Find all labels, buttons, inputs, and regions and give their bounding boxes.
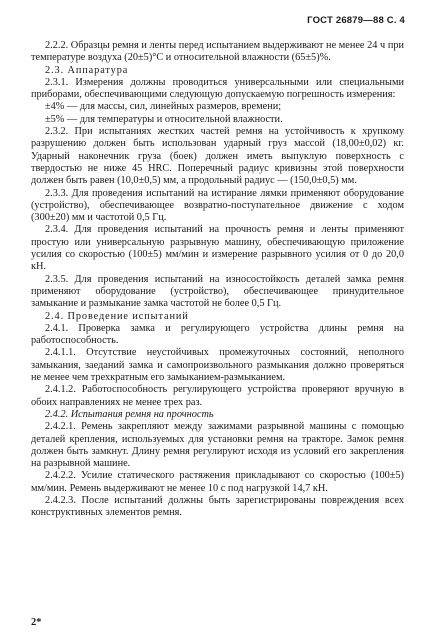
paragraph-2-4-1: 2.4.1. Проверка замка и регулирующего устройства длины ремня на работоспособность. (31, 322, 404, 347)
paragraph-2-4: 2.4. Проведение испытаний (45, 310, 189, 322)
paragraph-2-3-4: 2.3.4. Для проведения испытаний на прочность ремня и ленты применяют простую или универсальную разрывную машину, обеспечивающую приложение усилия со скоростью (100±5) мм/мин и измерение разрывного усилия от 0 до 20,0 кН. (31, 224, 404, 273)
paragraph-2-2-2: 2.2.2. Образцы ремня и ленты перед испытанием выдерживают не менее 24 ч при температуре воздуха (20±5)°С и относительной влажности (65±5)%. (31, 40, 404, 64)
paragraph-2-3-5: 2.3.5. Для проведения испытаний на износостойкость деталей замка ремня применяют оборудование (устройство), обеспечивающее принудительное замыкание и размыкание замка частотой не более 0,5 Гц. (31, 273, 404, 310)
paragraph-2-3-3: 2.3.3. Для проведения испытаний на истирание лямки применяют оборудование (устройство), обеспечивающее возвратно-поступательное движение с ходом (300±20) мм и частотой 0,5 Гц. (31, 187, 404, 224)
page-header: ГОСТ 26879—88 С. 4 (307, 15, 405, 26)
paragraph-tol-2: ±5% — для температуры и относительной влажности. (45, 113, 283, 125)
paragraph-tol-1: ±4% — для массы, сил, линейных размеров, времени; (45, 101, 282, 113)
document-body (31, 40, 404, 520)
paragraph-2-3: 2.3. Аппаратура (45, 64, 129, 76)
paragraph-2-4-2-2: 2.4.2.2. Усилие статического растяжения прикладывают со скоростью (100±5) мм/мин. Ремень выдерживают не менее 10 с под нагрузкой 14,7 кН. (31, 470, 404, 494)
paragraph-2-4-2: 2.4.2. Испытания ремня на прочность (45, 408, 214, 420)
paragraph-2-4-2-1: 2.4.2.1. Ремень закрепляют между зажимами разрывной машины с помощью деталей крепления, используемых для установки ремня на тракторе. Замок ремня должен быть замкнут. Длину ремня регулируют исходя из условий его закрепления на разрывной машине. (31, 421, 404, 470)
paragraph-2-4-2-3: 2.4.2.3. После испытаний должны быть зарегистрированы повреждения всех конструктивных элементов ремня. (31, 494, 404, 519)
sheet-mark: 2* (31, 617, 42, 628)
paragraph-2-4-1-1: 2.4.1.1. Отсутствие неустойчивых промежуточных состояний, неполного замыкания, заеданий замка и самопроизвольного размыкания должно проверяться не менее чем трехкратным его замыканием-размыканием. (31, 347, 404, 384)
paragraph-2-3-1: 2.3.1. Измерения должны проводиться универсальными или специальными приборами, обеспечивающими следующую допускаемую погрешность измерения: (31, 76, 404, 101)
paragraph-2-3-2: 2.3.2. При испытаниях жестких частей ремня на устойчивость к хрупкому разрушению должен быть использован ударный груз массой (18,00±0,02) кг. Ударный наконечник груза (боек) должен иметь выпуклую поверхность с твердостью не ниже 45 HRC. Поперечный радиус кривизны этой поверхности должен быть равен (10,0±0,5) мм, а продольный радиус — (150,0±0,5) мм. (31, 126, 404, 187)
paragraph-2-4-1-2: 2.4.1.2. Работоспособность регулирующего устройства проверяют вручную в обоих направлениях не менее трех раз. (31, 384, 404, 408)
